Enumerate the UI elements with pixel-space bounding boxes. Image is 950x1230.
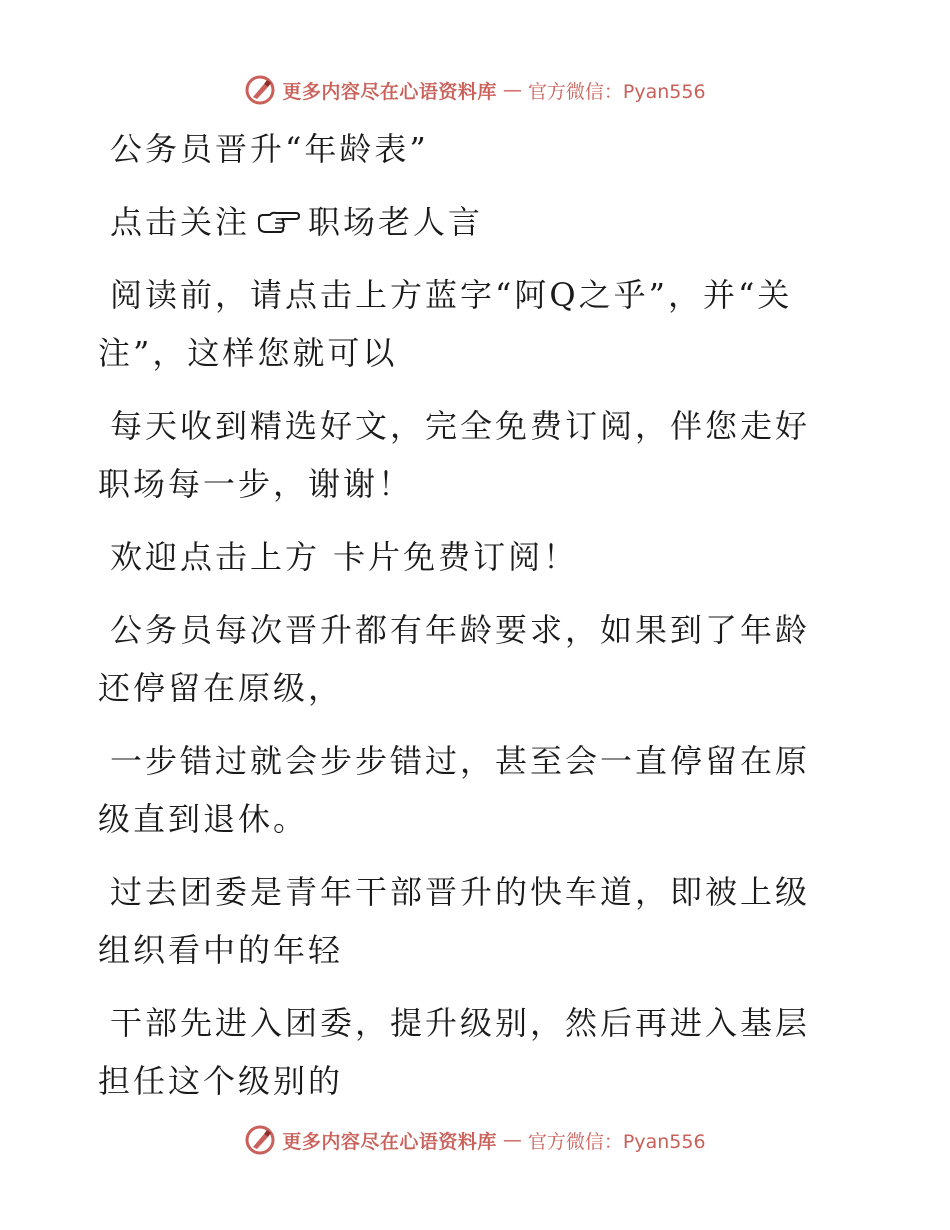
banner-brand-text: 更多内容尽在心语资料库 <box>282 80 497 103</box>
paragraph-age-requirement: 公务员每次晋升都有年龄要求，如果到了年龄还停留在原级， <box>98 611 811 707</box>
banner-wechat-text: 官方微信：Pyan556 <box>527 80 706 103</box>
paragraph-one-step-miss: 一步错过就会步步错过，甚至会一直停留在原级直到退休。 <box>98 742 811 838</box>
article-title: 公务员晋升“年龄表” <box>110 130 429 168</box>
paragraph-daily-articles: 每天收到精选好文，完全免费订阅，伴您走好职场每一步，谢谢！ <box>98 407 811 503</box>
banner-wechat-text: 官方微信：Pyan556 <box>527 1130 706 1153</box>
header-banner <box>0 70 950 110</box>
banner-dash: — <box>502 79 522 101</box>
banner-dash: — <box>502 1129 522 1151</box>
pointing-hand-icon <box>256 209 300 237</box>
document-body <box>98 120 838 1125</box>
banner-brand-text: 更多内容尽在心语资料库 <box>282 1130 497 1153</box>
paragraph-cadres-enter: 干部先进入团委，提升级别，然后再进入基层担任这个级别的 <box>98 1004 811 1100</box>
follow-account-name: 职场老人言 <box>308 203 484 241</box>
paragraph-welcome: 欢迎点击上方 卡片免费订阅！ <box>110 538 579 576</box>
paragraph-read-before: 阅读前，请点击上方蓝字“阿Q之乎”，并“关注”，这样您就可以 <box>98 276 793 372</box>
follow-label: 点击关注 <box>110 203 251 241</box>
pen-circle-logo-icon <box>244 74 276 106</box>
footer-banner <box>0 1120 950 1160</box>
paragraph-youth-league: 过去团委是青年干部晋升的快车道，即被上级组织看中的年轻 <box>98 873 811 969</box>
pen-circle-logo-icon <box>244 1124 276 1156</box>
follow-line <box>98 193 838 251</box>
